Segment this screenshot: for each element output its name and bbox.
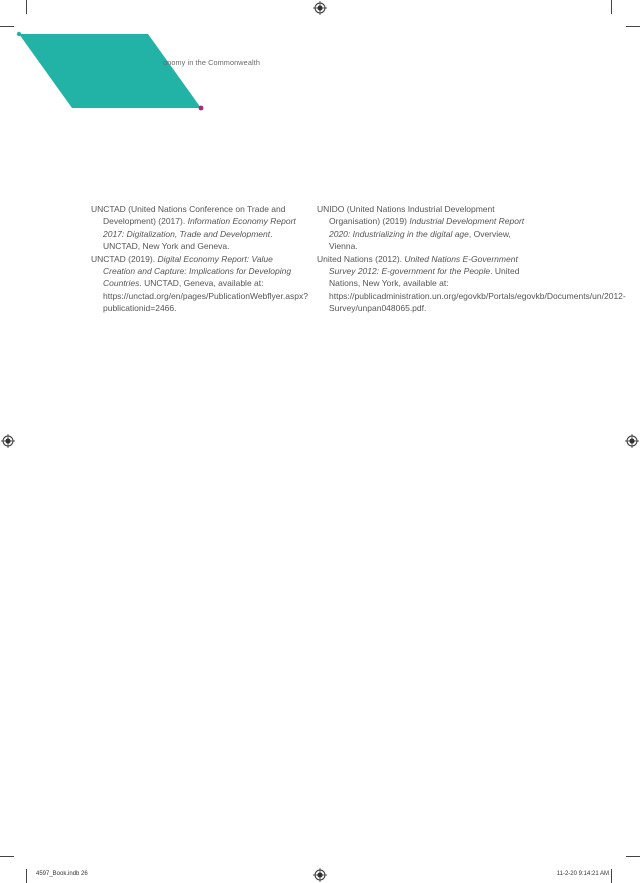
registration-target-icon <box>625 434 639 448</box>
reference-title: United Nations E-Government Survey 2012: E-government for the People <box>329 253 518 277</box>
reference-prefix: UNIDO (United Nations Industrial Development Organisation) (2019) <box>317 204 495 227</box>
reference-title: Industrial Development Report 2020: Industrializing in the digital age <box>329 216 525 239</box>
reference-suffix: . UNCTAD, Geneva, available at: https://unctad.org/en/pages/PublicationWebflyer.aspx?publicationid=2466. <box>103 278 308 314</box>
reference-suffix: . UNCTAD, New York and Geneva. <box>103 228 273 252</box>
banner-dot-start <box>17 32 21 36</box>
reference-entry <box>91 203 307 253</box>
header-banner <box>0 0 640 120</box>
registration-target-icon <box>313 868 327 882</box>
crop-mark-bottom-right <box>611 869 612 883</box>
reference-suffix: . United Nations, New York, available at: https://publicadministration.un.org/egovkb/Portals/egovkb/Documents/un/2012-Survey/unpan048065.pdf. <box>329 266 626 314</box>
reference-suffix: , Overview, Vienna. <box>329 228 511 252</box>
reference-prefix: UNCTAD (2019). <box>91 253 158 264</box>
references-right-column <box>317 203 626 315</box>
reference-entry <box>317 203 535 253</box>
crop-mark-bottom-right-h <box>626 856 640 857</box>
reference-title: Information Economy Report 2017: Digitalization, Trade and Development <box>103 216 296 239</box>
slug-file-name: 4597_Book.indb 26 <box>36 871 88 877</box>
banner-dot-end <box>199 106 204 111</box>
reference-prefix: UNCTAD (United Nations Conference on Trade and Development) (2017). <box>91 204 286 227</box>
running-head: onomy in the Commonwealth <box>163 58 260 67</box>
banner-parallelogram <box>19 34 201 108</box>
references-left-column <box>91 203 307 315</box>
crop-mark-bottom-left-h <box>0 856 14 857</box>
reference-entry <box>91 253 307 315</box>
reference-entry <box>317 253 626 315</box>
reference-prefix: United Nations (2012). <box>317 253 405 264</box>
crop-mark-bottom-left <box>26 869 27 883</box>
registration-target-icon <box>1 434 15 448</box>
reference-title: Digital Economy Report: Value Creation and Capture: Implications for Developing Countries <box>103 253 292 289</box>
slug-timestamp: 11-2-20 9:14:21 AM <box>556 871 609 877</box>
